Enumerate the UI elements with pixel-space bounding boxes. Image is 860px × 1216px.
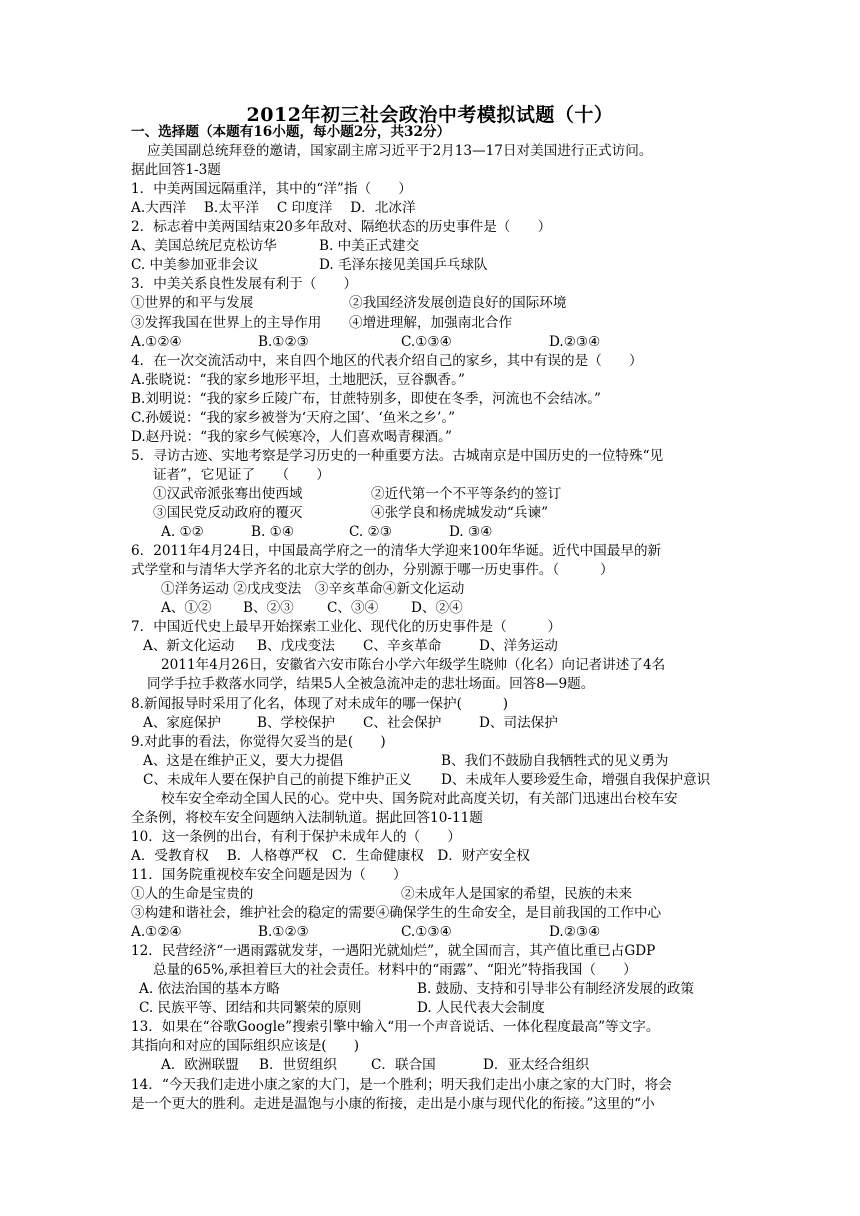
- text-line: 全条例，将校车安全问题纳入法制轨道。据此回答10-11题: [131, 809, 483, 826]
- text-line-segment: C. 民族平等、团结和共同繁荣的原则: [139, 1000, 362, 1017]
- text-line-segment: D、未成年人要珍爱生命，增强自我保护意识: [441, 771, 711, 788]
- text-line: 据此回答1-3题: [131, 162, 221, 179]
- text-line-segment: D、②④: [411, 600, 463, 617]
- text-line: 11．国务院重视校车安全问题是因为（ ）: [131, 866, 407, 883]
- text-line: 10．这一条例的出台，有利于保护未成年人的（ ）: [131, 828, 461, 845]
- text-line-segment: A、新文化运动: [143, 638, 235, 655]
- text-line: ①洋务运动 ②戊戌变法 ③辛亥革命④新文化运动: [161, 581, 465, 598]
- text-line-segment: C、辛亥革命: [363, 638, 442, 655]
- text-line-segment: A、①②: [161, 600, 212, 617]
- text-line-segment: C. ②③: [349, 524, 392, 541]
- text-line-segment: A．欧洲联盟: [161, 1057, 239, 1074]
- text-line: 8.新闻报导时采用了化名，体现了对未成年的哪一保护( ): [131, 695, 509, 712]
- text-line-segment: D.②③④: [549, 924, 601, 941]
- text-line-segment: D、司法保护: [479, 714, 558, 731]
- text-line: 应美国副总统拜登的邀请，国家副主席习近平于2月13—17日对美国进行正式访问。: [147, 143, 653, 160]
- text-line: D.赵丹说：“我的家乡气候寒冷，人们喜欢喝青稞酒。”: [131, 428, 452, 445]
- text-line: 12．民营经济“一遇雨露就发芽，一遇阳光就灿烂”，就全国而言，其产值比重已占GDP: [131, 943, 656, 960]
- text-line: 4．在一次交流活动中，来自四个地区的代表介绍自己的家乡，其中有误的是（ ）: [131, 352, 643, 369]
- text-line-segment: A、家庭保护: [143, 714, 221, 731]
- text-line: 3．中美关系良性发展有利于（ ）: [131, 276, 358, 293]
- text-line-segment: C．联合国: [371, 1057, 436, 1074]
- text-line-segment: C、未成年人要在保护自己的前提下维护正义: [143, 771, 412, 788]
- text-line: C.孙媛说：“我的家乡被誉为‘天府之国’、‘鱼米之乡’。”: [131, 409, 456, 426]
- text-line-segment: B. 中美正式建交: [319, 238, 420, 255]
- text-line: 式学堂和与清华大学齐名的北京大学的创办，分别源于哪一历史事件。（ ）: [131, 562, 614, 579]
- text-line-segment: C、③④: [327, 600, 379, 617]
- text-line-segment: B.①②③: [258, 333, 309, 350]
- exam-title: 2012年初三社会政治中考模拟试题（十）: [246, 104, 614, 126]
- text-line-segment: ①世界的和平与发展: [131, 295, 254, 312]
- text-line-segment: C.①③④: [401, 924, 452, 941]
- text-line: A．受教育权 B．人格尊严权 C．生命健康权 D．财产安全权: [131, 847, 530, 864]
- text-line: 校车安全牵动全国人民的心。党中央、国务院对此高度关切，有关部门迅速出台校车安: [161, 790, 678, 807]
- text-line-segment: ②未成年人是国家的希望，民族的未来: [401, 886, 633, 902]
- text-line: 7．中国近代史上最早开始探索工业化、现代化的历史事件是（ ）: [131, 619, 562, 636]
- text-line-segment: B、戊戌变法: [257, 638, 335, 655]
- text-line: B.刘明说：“我的家乡丘陵广布，甘蔗特别多，即使在冬季，河流也不会结冰。”: [131, 390, 602, 407]
- text-line-segment: ③发挥我国在世界上的主导作用: [131, 314, 322, 331]
- text-line-segment: A、这是在维护正义，要大力提倡: [143, 752, 344, 769]
- text-line-segment: B、学校保护: [257, 714, 335, 731]
- text-line: 2．标志着中美两国结束20多年敌对、隔绝状态的历史事件是（ ）: [131, 219, 552, 236]
- text-line-segment: B、②③: [243, 600, 294, 617]
- text-line-segment: ②我国经济发展创造良好的国际环境: [349, 295, 567, 312]
- text-line: 同学手拉手救落水同学，结果5人全被急流冲走的悲壮场面。回答8—9题。: [147, 676, 595, 693]
- text-line: 6．2011年4月24日，中国最高学府之一的清华大学迎来100年华诞。近代中国最早的新: [131, 543, 662, 560]
- text-line: 2011年4月26日，安徽省六安市陈台小学六年级学生晓帅（化名）向记者讲述了4名: [161, 657, 666, 674]
- text-line-segment: C、社会保护: [363, 714, 442, 731]
- text-line-segment: B. 鼓励、支持和引导非公有制经济发展的政策: [417, 981, 694, 998]
- text-line-segment: D. 人民代表大会制度: [417, 1000, 545, 1017]
- text-line: ③构建和谐社会，维护社会的稳定的需要④确保学生的生命安全，是目前我国的工作中心: [131, 905, 662, 922]
- text-line-segment: ①汉武帝派张骞出使西域: [153, 485, 303, 502]
- text-line-segment: ③国民党反动政府的覆灭: [153, 505, 303, 521]
- text-line-segment: B.①②③: [258, 924, 309, 941]
- text-line: 9.对此事的看法，你觉得欠妥当的是( ): [131, 733, 386, 750]
- text-line-segment: A.①②④: [131, 924, 182, 941]
- text-line-segment: D. 毛泽东接见美国乒乓球队: [319, 257, 488, 274]
- text-line-segment: C.①③④: [401, 333, 452, 350]
- text-line-segment: A. 依法治国的基本方略: [139, 981, 280, 998]
- text-line-segment: B. ①④: [251, 524, 295, 541]
- text-line: 是一个更大的胜利。走进是温饱与小康的衔接，走出是小康与现代化的衔接。”这里的“小: [131, 1095, 655, 1112]
- text-line: 总量的65%,承担着巨大的社会责任。材料中的“雨露”、“阳光”特指我国（ ）: [153, 962, 637, 979]
- text-line-segment: B、我们不鼓励自我牺牲式的见义勇为: [441, 752, 669, 769]
- text-line: 14．“今天我们走进小康之家的大门，是一个胜利；明天我们走出小康之家的大门时，将会: [131, 1076, 672, 1093]
- text-line-segment: A.①②④: [131, 333, 182, 350]
- text-line-segment: D．亚太经合组织: [483, 1057, 590, 1074]
- text-line: A.张晓说：“我的家乡地形平坦，土地肥沃，豆谷飘香。”: [131, 371, 465, 388]
- text-line-segment: ①人的生命是宝贵的: [131, 886, 254, 902]
- text-line-segment: ④张学良和杨虎城发动“兵谏”: [371, 505, 549, 521]
- text-line-segment: D.②③④: [549, 333, 601, 350]
- text-line-segment: C. 中美参加亚非会议: [131, 257, 259, 274]
- text-line: 1．中美两国远隔重洋，其中的“洋”指（ ）: [131, 181, 412, 198]
- text-line-segment: B．世贸组织: [259, 1057, 337, 1074]
- text-line-segment: ②近代第一个不平等条约的签订: [371, 485, 562, 502]
- text-line: 一、选择题（本题有16小题，每小题2分，共32分）: [131, 124, 451, 140]
- text-line: 其指向和对应的国际组织应该是( ): [131, 1038, 360, 1055]
- text-line: A.大西洋 B.太平洋 C 印度洋 D．北冰洋: [131, 200, 416, 217]
- text-line: 证者”，它见证了 （ ）: [153, 466, 330, 483]
- text-line-segment: D. ③④: [449, 524, 493, 541]
- text-line-segment: A. ①②: [161, 524, 204, 541]
- text-line: 13．如果在“谷歌Google”搜索引擎中输入“用一个声音说话、一体化程度最高”等文字。: [131, 1019, 660, 1036]
- text-line-segment: D、洋务运动: [479, 638, 558, 655]
- text-line-segment: ④增进理解，加强南北合作: [349, 314, 513, 331]
- text-line: 5．寻访古迹、实地考察是学习历史的一种重要方法。古城南京是中国历史的一位特殊“见: [131, 447, 664, 464]
- text-line-segment: A、美国总统尼克松访华: [131, 238, 277, 255]
